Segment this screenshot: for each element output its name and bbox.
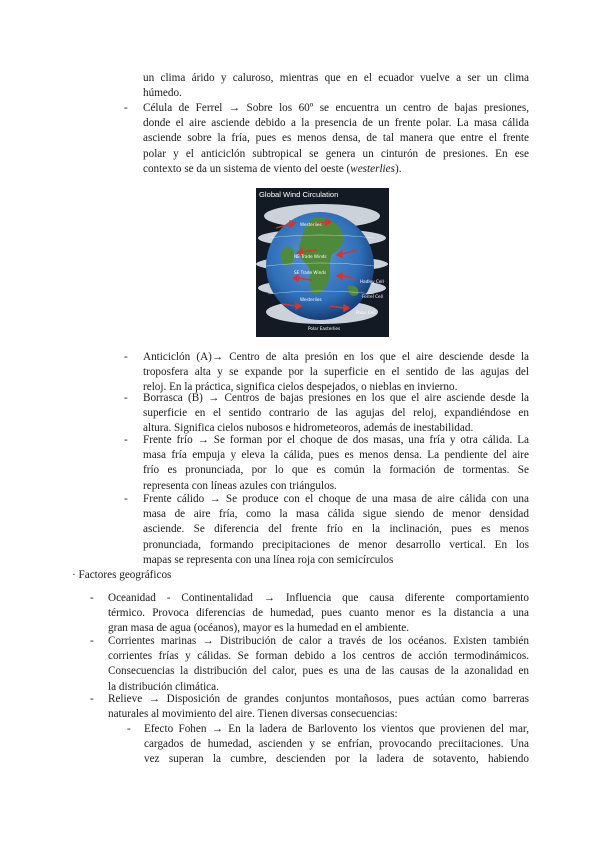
- intro-line-2: húmedo.: [143, 87, 182, 100]
- corrientes-line-4: la distribución climática.: [108, 680, 219, 693]
- borrasca-paragraph: [143, 391, 529, 437]
- ferrel-paragraph: [143, 101, 529, 177]
- intro-line-1: un clima árido y caluroso, mientras que en el ecuador vuelve a ser un clima: [143, 72, 529, 84]
- borrasca-line-2: superficie en el sentido contrario de las agujas del reloj, expandiéndose en: [143, 407, 529, 420]
- frente-frio-line-2: masa fría empuja y eleva la cálida, pues es menos densa. La pendiente del aire: [143, 449, 529, 462]
- corrientes-line-3: Consecuencias la distribución del calor, pues es una de las causas de la azonalidad en: [108, 665, 529, 678]
- borrasca-line-1: Borrasca (B) → Centros de bajas presiones en los que el aire asciende desde la: [143, 392, 529, 404]
- fohen-line-1: Efecto Fohen → En la ladera de Barlovento los vientos que provienen del mar,: [144, 723, 529, 735]
- fohen-line-3: vez superan la cumbre, descienden por la ladera de sotavento, habiendo: [144, 753, 529, 766]
- global-wind-circulation-figure: [256, 188, 389, 337]
- bullet-dash: -: [124, 392, 128, 404]
- label-se-trade-winds: SE Trade Winds: [294, 270, 327, 275]
- fohen-line-2: cargados de humedad, ascienden y se enfrían, provocando preciitaciones. Una: [144, 738, 529, 751]
- bullet-dash: -: [90, 693, 94, 705]
- corrientes-line-1: Corrientes marinas → Distribución de calor a través de los océanos. Existen también: [108, 635, 529, 647]
- frente-frio-line-1: Frente frío → Se forman por el choque de dos masas, una fría y otra cálida. La: [143, 434, 529, 446]
- label-ferrel-cell: Ferrel Cell: [362, 294, 383, 299]
- oceanidad-line-3: gran masa de agua (océanos), mayor es la humedad en el ambiente.: [108, 622, 410, 635]
- frente-calido-line-5: mapas se representa con una línea roja con semicírculos: [143, 553, 394, 566]
- label-polar-cell: Polar Cell: [356, 310, 376, 315]
- relieve-line-1: Relieve → Disposición de grandes conjuntos montañosos, pues actúan como barreras: [108, 693, 529, 705]
- bullet-dash: -: [124, 351, 128, 363]
- frente-frio-paragraph: [143, 433, 529, 494]
- frente-frio-line-3: frío es pronunciada, por lo que es común la formación de tormentas. Se: [143, 464, 529, 477]
- oceanidad-paragraph: [108, 591, 529, 637]
- bullet-dash: -: [127, 723, 131, 735]
- ferrel-line-1: Célula de Ferrel → Sobre los 60º se encuentra un centro de bajas presiones,: [143, 102, 529, 114]
- ferrel-line-5: contexto se da un sistema de viento del oeste (westerlies).: [143, 162, 402, 175]
- corrientes-paragraph: [108, 634, 529, 695]
- relieve-line-2: naturales al movimiento del aire. Tienen diversas consecuencias:: [108, 708, 398, 721]
- borrasca-line-3: altura. Significa cielos nubosos e hidrometeoros, además de inestabilidad.: [143, 422, 474, 435]
- frente-calido-line-2: masa de aire fría, como la masa cálida sigue siendo de menor densidad: [143, 508, 529, 521]
- frente-frio-line-4: representa con líneas azules con triángulos.: [143, 479, 337, 492]
- frente-calido-line-4: pronunciada, formando precipitaciones de menor desarrollo vertical. En los: [143, 538, 529, 551]
- anticiclon-line-3: reloj. En la práctica, significa cielos despejados, o nieblas en invierno.: [143, 381, 458, 394]
- ferrel-line-4: polar y el anticiclón subtropical se genera un cinturón de presiones. En ese: [143, 147, 529, 160]
- frente-calido-line-3: asciende. Se diferencia del frente frío en la inclinación, pues es menos: [143, 523, 529, 536]
- frente-calido-line-1: Frente cálido → Se produce con el choque de una masa de aire cálida con una: [143, 493, 529, 505]
- ferrel-line-2: donde el aire asciende debido a la presencia de un frente polar. La masa cálida: [143, 117, 529, 130]
- section-heading-factores: · Factores geográficos: [72, 569, 172, 581]
- label-ne-trade-winds: NE Trade Winds: [294, 254, 327, 259]
- relieve-paragraph: [108, 692, 529, 722]
- intro-paragraph: [143, 71, 529, 101]
- bullet-dash: -: [90, 635, 94, 647]
- ferrel-line-3: asciende sobre la fría, pues es menos densa, de tal manera que entre el frente: [143, 132, 529, 145]
- label-westerlies-south: Westerlies: [300, 297, 322, 302]
- anticiclon-paragraph: [143, 350, 529, 396]
- anticiclon-line-1: Anticiclón (A)→ Centro de alta presión en los que el aire desciende desde la: [143, 351, 529, 363]
- oceanidad-line-2: térmico. Provoca diferencias de humedad, pues cuanto menor es la distancia a una: [108, 607, 529, 620]
- westerlies-term: westerlies: [350, 162, 395, 175]
- frente-calido-paragraph: [143, 492, 529, 568]
- label-hadley-cell: Hadley Cell: [360, 279, 384, 284]
- bullet-dash: -: [124, 493, 128, 505]
- bullet-dash: -: [90, 592, 94, 604]
- fohen-paragraph: [144, 722, 529, 768]
- figure-title: Global Wind Circulation: [259, 190, 339, 199]
- bullet-dash: -: [124, 102, 128, 114]
- label-westerlies-north: Westerlies: [300, 222, 322, 227]
- corrientes-line-2: corrientes frías y cálidas. Se forman debido a los centros de acción termodinámicos.: [108, 650, 529, 663]
- anticiclon-line-2: troposfera alta y se expande por la superficie en el sentido de las agujas del: [143, 366, 529, 379]
- oceanidad-line-1: Oceanidad - Continentalidad → Influencia que causa diferente comportamiento: [108, 592, 529, 604]
- label-polar-easterlies: Polar Easterlies: [308, 326, 341, 331]
- bullet-dash: -: [124, 434, 128, 446]
